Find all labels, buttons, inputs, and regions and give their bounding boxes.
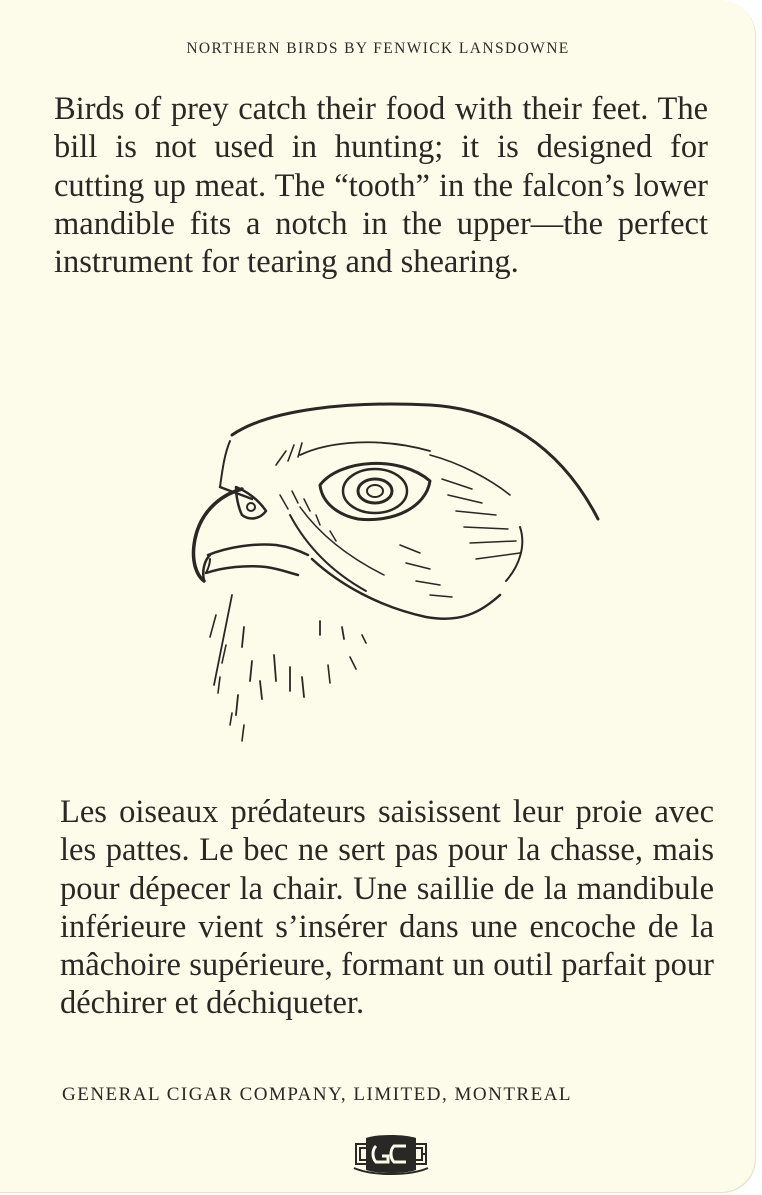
description-english: Birds of prey catch their food with their feet. The bill is not used in hunting; it is designed for cutting up meat. The “tooth” in the falcon’s lower mandible fits a notch in the upper—the perfect instrument for tearing and shearing. (54, 91, 708, 281)
series-title: NORTHERN BIRDS BY FENWICK LANSDOWNE (186, 40, 570, 57)
description-french: Les oiseaux prédateurs saisissent leur proie avec les pattes. Le bec ne sert pas pour la chasse, mais pour dépecer la chair. Une saillie de la mandibule inférieure vient s’insérer dans une encoche de la mâchoire supérieure, formant un outil parfait pour déchirer et déchiqueter. (60, 794, 714, 1022)
publisher-line: GENERAL CIGAR COMPANY, LIMITED, MONTREAL (62, 1084, 573, 1105)
general-cigar-logo (352, 1132, 430, 1176)
falcon-head-illustration (180, 395, 610, 745)
